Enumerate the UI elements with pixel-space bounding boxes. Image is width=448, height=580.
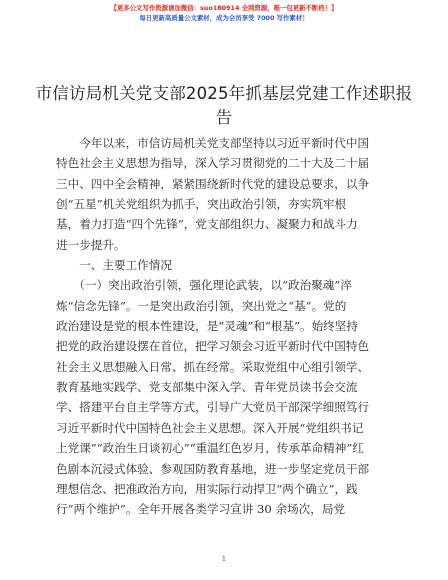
page-number: 1 <box>221 555 227 563</box>
body-line: 进一步提升。 <box>56 237 126 252</box>
document-body <box>56 133 396 520</box>
body-line: 基，着力打造“四个先锋”，党支部组织力、凝聚力和战斗力 <box>56 217 358 232</box>
body-line: 教育基地实践学、党支部集中深入学、青年党员读书会交流 <box>56 380 358 395</box>
body-line: 上党课”“政治生日谈初心”“重温红色岁月，传承革命精神”红 <box>56 441 364 456</box>
promo-banner-line-2: 每日更新高质量公文素材，成为会员享受 7000 写作素材！ <box>139 14 309 22</box>
body-line: 特色社会主义思想为指导，深入学习贯彻党的二十大及二十届 <box>56 156 370 171</box>
body-line: 理想信念、把准政治方向，用实际行动捍卫“两个确立”，践 <box>56 481 358 496</box>
body-line: 行“两个维护”。全年开展各类学习宣讲 30 余场次，局党 <box>56 502 346 517</box>
body-line: 把党的政治建设摆在首位，把学习领会习近平新时代中国特色 <box>56 339 370 354</box>
body-line: 三中、四中全会精神，紧紧围绕新时代党的建设总要求，以争 <box>56 176 370 191</box>
document-title: 市信访局机关党支部2025年抓基层党建工作述职报告 <box>35 84 413 127</box>
section-heading: 一、主要工作情况 <box>56 258 172 273</box>
body-line: 创“五星”机关党组织为抓手，突出政治引领，夯实筑牢根 <box>56 197 347 212</box>
promo-banner-line-1: 【更多公文写作资源请加微信：suo180914 全网资源，唯一包更新不断档！】 <box>110 4 338 12</box>
body-line: 今年以来，市信访局机关党支部坚持以习近平新时代中国 <box>56 136 370 150</box>
body-line: 政治建设是党的根本性建设，是“灵魂”和“根基”。始终坚持 <box>56 319 358 334</box>
body-line: 炼“信念先锋”。一是突出政治引领，突出党之“基”。党的 <box>56 298 347 313</box>
body-line: （一）突出政治引领，强化理论武装，以“政治聚魂”淬 <box>56 278 352 293</box>
body-line: 色剧本沉浸式体验、参观国防教育基地，进一步坚定党员干部 <box>56 461 370 476</box>
promo-banner <box>0 3 448 23</box>
body-line: 学、搭建平台自主学等方式，引导广大党员干部深学细照笃行 <box>56 400 370 415</box>
body-line: 习近平新时代中国特色社会主义思想。深入开展“党组织书记 <box>56 420 364 435</box>
body-line: 社会主义思想融入日常、抓在经常。采取党组中心组引领学、 <box>56 359 370 374</box>
